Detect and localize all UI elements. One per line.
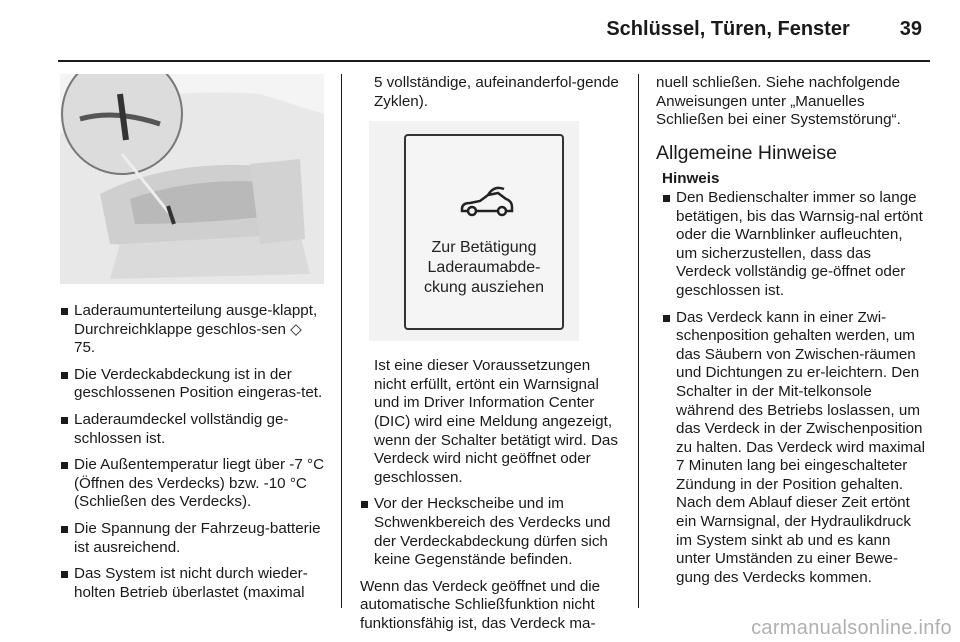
- column-3: [656, 74, 926, 595]
- chapter-title: Schlüssel, Türen, Fenster: [606, 18, 850, 40]
- page-header: [606, 18, 922, 48]
- list-item: Den Bedienschalter immer so lange betätigen, bis das Warnsig-nal ertönt oder die Warnblinker aufleuchten, um sicherzustellen, dass das Verdeck vollständig ge-öffnet oder geschlossen ist.: [662, 189, 926, 301]
- list-item: Das Verdeck kann in einer Zwi-schenposition gehalten werden, um das Säubern von Zwischen-räumen und Dichtungen zu er-leichtern. Den Schalter in der Mit-telkonsole während des Betriebs loslassen, um das Verdeck in der Zwischenposition zu halten. Das Verdeck wird maximal 7 Minuten lang bei eingeschalteter Zündung in der Position gehalten. Nach dem Ablauf dieser Zeit ertönt ein Warnsignal, der Hydraulikdruck im System sinkt ab und es kann unter Umständen zu einer Bewe-gung des Verdecks kommen.: [662, 309, 926, 588]
- column-divider-1: [341, 74, 342, 608]
- list-item: Laderaumdeckel vollständig ge-schlossen ist.: [60, 411, 326, 448]
- trunk-illustration: [60, 74, 324, 284]
- label-illustration: [369, 121, 579, 341]
- watermark: carmanualsonline.info: [751, 617, 952, 639]
- condition-list-1: [60, 302, 326, 602]
- paragraph: 5 vollständige, aufeinanderfol-gende Zyklen).: [374, 74, 619, 110]
- header-rule: [58, 60, 930, 62]
- cargo-cover-label: [404, 134, 564, 330]
- note-label: Hinweis: [662, 170, 720, 188]
- label-text: Zur Betätigung Laderaumabde- ckung ausziehen: [423, 239, 545, 297]
- column-1: [60, 74, 326, 610]
- column-2: [360, 74, 622, 634]
- page-number: 39: [899, 18, 922, 40]
- hint-list: [662, 189, 926, 587]
- column-divider-2: [638, 74, 639, 608]
- section-heading: Allgemeine Hinweise: [656, 141, 838, 164]
- list-item: Vor der Heckscheibe und im Schwenkbereich des Verdecks und der Verdeckabdeckung dürfen sich keine Gegenstände befinden.: [360, 495, 622, 569]
- paragraph: Ist eine dieser Voraussetzungen nicht erfüllt, ertönt ein Warnsignal und im Driver Information Center (DIC) wird eine Meldung angezeigt, wenn der Schalter betätigt wird. Das Verdeck wird nicht geöffnet oder geschlossen.: [374, 357, 618, 486]
- list-item: Das System ist nicht durch wieder-holten Betrieb überlastet (maximal: [60, 565, 326, 602]
- list-item: Die Spannung der Fahrzeug-batterie ist ausreichend.: [60, 520, 326, 557]
- paragraph: Wenn das Verdeck geöffnet und die automatische Schließfunktion nicht funktionsfähig ist, das Verdeck ma-: [360, 577, 601, 632]
- trunk-photo: [60, 74, 324, 284]
- list-item: Die Verdeckabdeckung ist in der geschlossenen Position eingeras-tet.: [60, 366, 326, 403]
- convertible-car-icon: [458, 181, 514, 221]
- condition-list-2: [360, 495, 622, 569]
- list-item: Laderaumunterteilung ausge-klappt, Durchreichklappe geschlos-sen ◇ 75.: [60, 302, 326, 358]
- paragraph: nuell schließen. Siehe nachfolgende Anweisungen unter „Manuelles Schließen bei einer Systemstörung“.: [656, 74, 901, 129]
- list-item: Die Außentemperatur liegt über -7 °C (Öffnen des Verdecks) bzw. -10 °C (Schließen des Verdecks).: [60, 456, 326, 512]
